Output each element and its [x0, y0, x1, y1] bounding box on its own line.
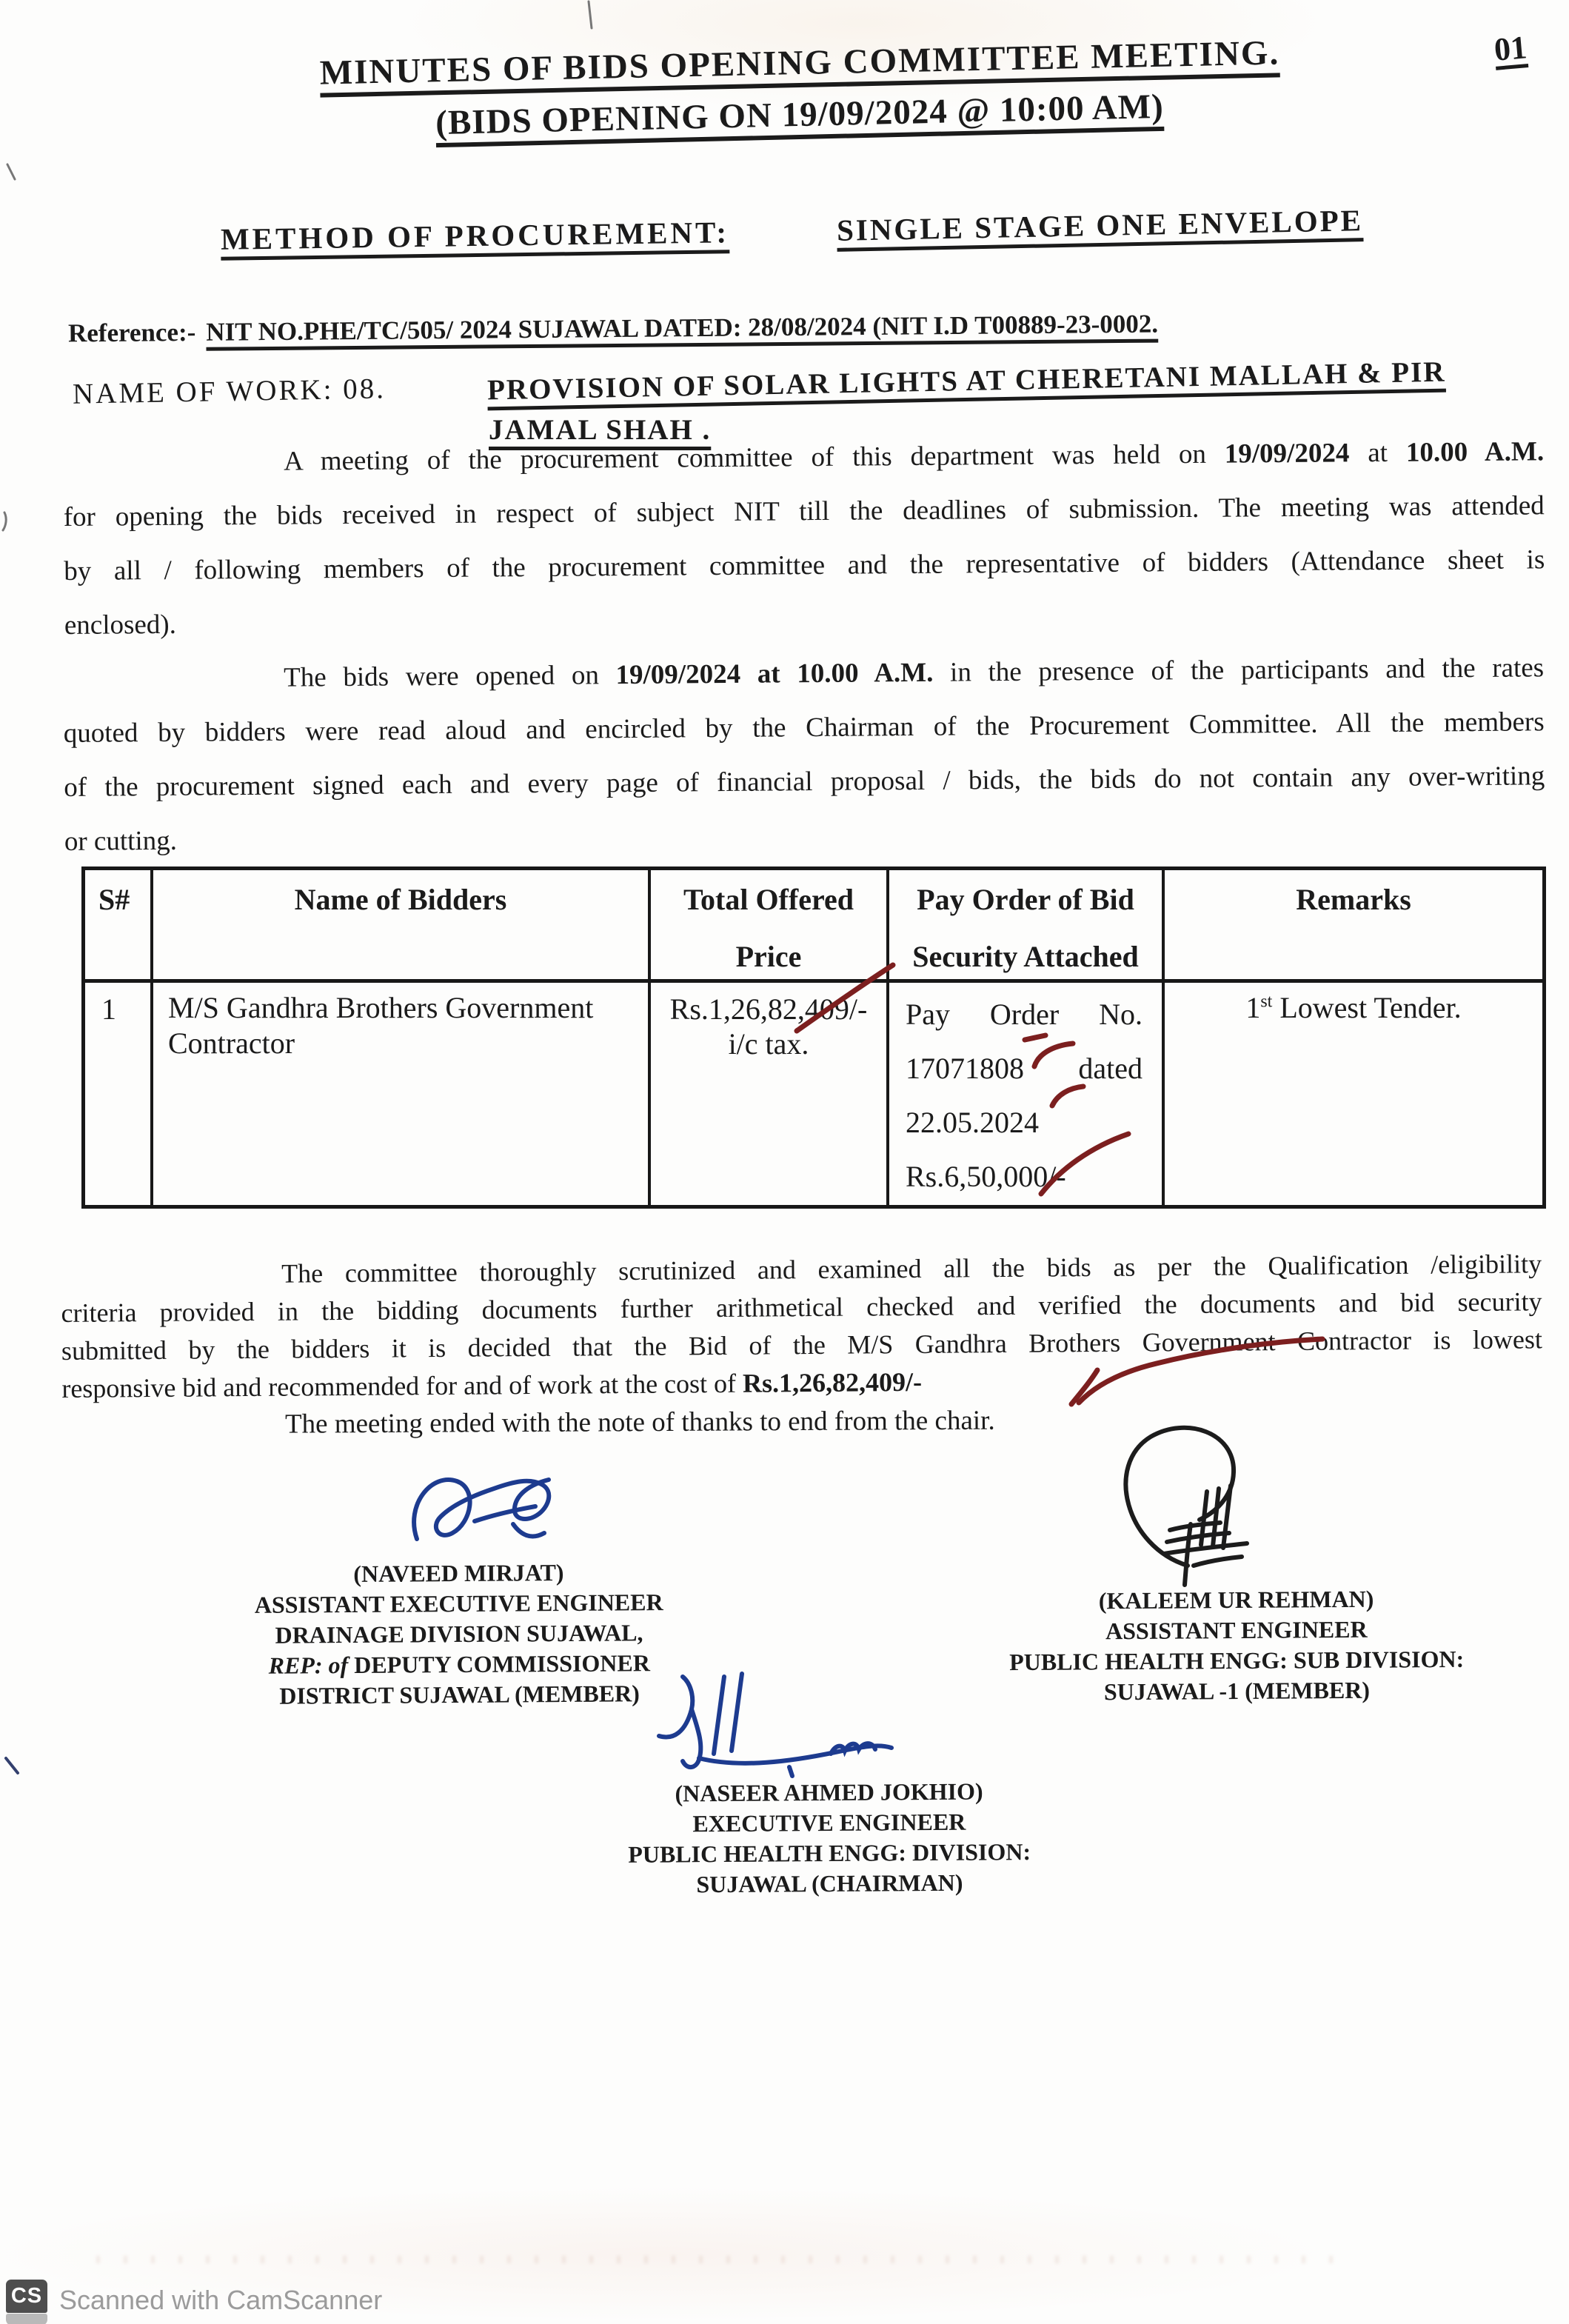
text-segment: Lowest Tender.: [1272, 991, 1462, 1024]
text-segment: (KALEEM UR REHMAN): [1098, 1585, 1374, 1615]
camscanner-badge-icon: CS: [6, 2280, 47, 2313]
text-line: [906, 1149, 1143, 1203]
closing-line: The meeting ended with the note of thanks to end from the chair.: [284, 1405, 995, 1440]
header-price-line2: Price: [735, 940, 802, 973]
text-line: [954, 1583, 1517, 1617]
text-segment: Pay Order No.: [906, 998, 1143, 1031]
text-segment: EXECUTIVE ENGINEER: [692, 1808, 966, 1837]
paragraph-bids-opened: [63, 652, 1545, 880]
text-segment: PUBLIC HEALTH ENGG: SUB DIVISION:: [1008, 1645, 1465, 1676]
table-cell-remarks: [1165, 983, 1542, 1205]
text-segment: in the presence of the participants and the rates: [933, 652, 1545, 688]
text-segment: REP: of: [268, 1652, 349, 1679]
work-title-line1-text: PROVISION OF SOLAR LIGHTS AT CHERETANI MALLAH & PIR: [486, 355, 1446, 407]
header-sno-text: S#: [98, 883, 130, 916]
table-header-payorder: [889, 870, 1165, 983]
text-line: [955, 1643, 1518, 1677]
header-bidders-text: Name of Bidders: [294, 883, 507, 916]
signatory-block-right: [954, 1583, 1518, 1708]
header-price-line1: Total Offered: [683, 883, 854, 916]
text-line: [222, 1587, 696, 1620]
reference-line: [68, 310, 1158, 349]
document-subtitle-text: (BIDS OPENING ON 19/09/2024 @ 10:00 AM): [435, 87, 1165, 143]
reference-label: Reference:-: [67, 317, 196, 348]
text-segment: for opening the bids received in respect of subject NIT till the deadlines of submission. The meeting was attended: [63, 490, 1545, 532]
text-segment: by all / following members of the procurement committee and the representative of bidders (Attendance sheet is: [64, 544, 1545, 587]
work-title-line2: [489, 413, 711, 447]
table-cell-pay-order: [889, 983, 1165, 1205]
text-segment: SUJAWAL (CHAIRMAN): [696, 1869, 963, 1898]
table-header-bidders: [153, 870, 651, 983]
text-line: [955, 1674, 1518, 1708]
method-value-text: SINGLE STAGE ONE ENVELOPE: [836, 203, 1364, 247]
text-segment: 1: [1245, 991, 1261, 1024]
header-payorder-line2: Security Attached: [912, 940, 1139, 973]
text-line: [955, 1613, 1518, 1647]
text-line: [578, 1867, 1081, 1901]
document-title: [267, 32, 1334, 94]
document-title-text: MINUTES OF BIDS OPENING COMMITTEE MEETING.: [319, 33, 1280, 93]
price-note: i/c tax.: [728, 1027, 809, 1061]
camscanner-watermark-text: Scanned with CamScanner: [59, 2285, 383, 2315]
price-amount: Rs.1,26,82,409/-: [669, 992, 868, 1026]
text-segment: SUJAWAL -1 (MEMBER): [1103, 1676, 1371, 1706]
name-of-work-label: NAME OF WORK: 08.: [72, 373, 387, 410]
text-segment: Rs.6,50,000/-: [906, 1160, 1066, 1193]
text-segment: st: [1260, 992, 1273, 1012]
text-segment: 17071808 dated: [906, 1052, 1143, 1085]
text-segment: DRAINAGE DIVISION SUJAWAL,: [275, 1619, 643, 1649]
header-remarks-text: Remarks: [1296, 883, 1411, 916]
table-cell-sno: 1: [85, 983, 153, 1205]
text-segment: 10.00 A.M.: [1405, 436, 1545, 468]
camscanner-badge-tab: [6, 2314, 47, 2324]
text-segment: criteria provided in the bidding documents further arithmetical checked and verified the documents and bid security: [61, 1286, 1542, 1328]
text-segment: enclosed).: [64, 609, 177, 641]
text-segment: of the procurement signed each and every page of financial proposal / bids, the bids do not contain any over-writing: [64, 761, 1545, 803]
stray-mark-1: [7, 164, 15, 179]
text-segment: or cutting.: [64, 825, 178, 857]
text-segment: ASSISTANT EXECUTIVE ENGINEER: [254, 1589, 663, 1618]
page-number: 01: [1492, 29, 1529, 68]
text-line: [222, 1617, 696, 1651]
text-line: [906, 1095, 1143, 1149]
text-segment: Rs.1,26,82,409/-: [742, 1366, 923, 1398]
signature-naveed-mirjat: [404, 1452, 581, 1570]
text-segment: (NAVEED MIRJAT): [353, 1559, 564, 1587]
scan-noise: [96, 2256, 1355, 2263]
method-of-procurement-label: [221, 214, 730, 257]
paragraph-committee-decision: [61, 1248, 1543, 1411]
work-title-line1: [487, 355, 1446, 407]
stray-mark-3: [6, 1758, 18, 1773]
table-cell-price: [651, 983, 889, 1205]
text-segment: PUBLIC HEALTH ENGG: DIVISION:: [628, 1838, 1031, 1868]
text-line: [222, 1678, 696, 1712]
text-line: [221, 1557, 695, 1590]
text-line: [577, 1776, 1080, 1810]
signatory-block-center: [577, 1776, 1081, 1901]
header-payorder-line1: Pay Order of Bid: [917, 883, 1134, 916]
stray-mark-2: [3, 512, 6, 530]
text-segment: ASSISTANT ENGINEER: [1105, 1615, 1368, 1645]
text-segment: A meeting of the procurement committee of this department was held on: [283, 438, 1225, 477]
text-line: [578, 1806, 1081, 1840]
paragraph-meeting-held: [63, 435, 1545, 664]
table-header-price: [651, 870, 889, 983]
text-segment: (NASEER AHMED JOKHIO): [675, 1777, 983, 1807]
text-segment: DISTRICT SUJAWAL (MEMBER): [279, 1680, 640, 1709]
scan-crease-mark: [589, 1, 592, 28]
text-segment: 22.05.2024: [906, 1106, 1039, 1139]
work-title-line2-text: JAMAL SHAH .: [489, 414, 712, 446]
document-subtitle: [370, 85, 1230, 144]
text-line: [906, 987, 1143, 1041]
table-header-remarks: [1165, 870, 1542, 983]
table-header-sno: [85, 870, 153, 983]
text-segment: DEPUTY COMMISSIONER: [348, 1649, 651, 1679]
text-line: [906, 1041, 1143, 1095]
text-segment: submitted by the bidders it is decided that the Bid of the M/S Gandhra Brothers Government Contractor is lowest: [61, 1324, 1543, 1366]
method-of-procurement-value: [837, 202, 1364, 248]
text-segment: 19/09/2024 at 10.00 A.M.: [615, 657, 934, 691]
method-label-text: METHOD OF PROCUREMENT:: [220, 215, 730, 256]
text-segment: The bids were opened on: [283, 660, 616, 693]
text-line: [578, 1837, 1081, 1871]
text-segment: The committee thoroughly scrutinized and examined all the bids as per the Qualification /eligibility: [281, 1249, 1542, 1289]
signature-kaleem-ur-rehman: [1083, 1420, 1301, 1598]
text-segment: 19/09/2024: [1224, 438, 1350, 470]
reference-value: NIT NO.PHE/TC/505/ 2024 SUJAWAL DATED: 28/08/2024 (NIT I.D T00889-23-0002.: [206, 309, 1159, 347]
signatory-block-left: [221, 1557, 696, 1712]
bidders-table: [81, 867, 1546, 1209]
table-cell-bidder: M/S Gandhra Brothers Government Contractor: [153, 983, 651, 1205]
text-segment: quoted by bidders were read aloud and encircled by the Chairman of the Procurement Committee. All the members: [63, 707, 1545, 749]
text-segment: responsive bid and recommended for and of work at the cost of: [61, 1368, 743, 1403]
text-segment: at: [1349, 437, 1407, 469]
text-line: [222, 1648, 696, 1681]
camscanner-logo: [6, 2280, 47, 2324]
